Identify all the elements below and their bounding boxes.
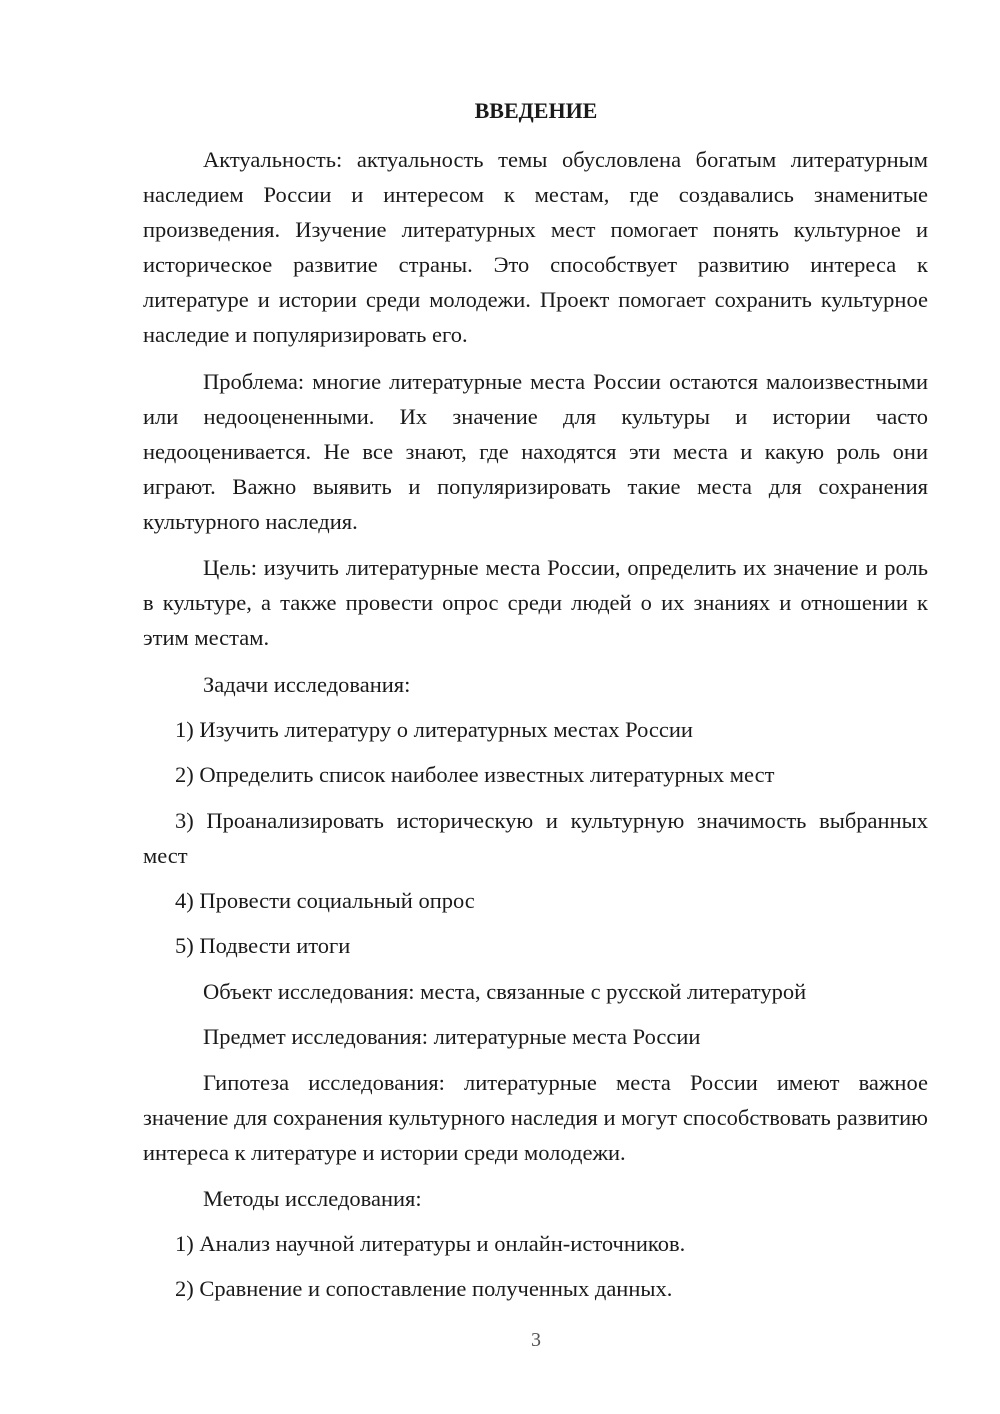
tasks-heading: Задачи исследования: [203, 672, 411, 697]
task-item: 5) Подвести итоги [175, 933, 351, 958]
method-item: 1) Анализ научной литературы и онлайн-источников. [175, 1231, 686, 1256]
methods-heading: Методы исследования: [203, 1186, 422, 1211]
section-title: ВВЕДЕНИЕ [474, 98, 598, 123]
object-line: Объект исследования: места, связанные с русской литературой [203, 979, 807, 1004]
relevance-paragraph: Актуальность: актуальность темы обусловлена богатым литературным наследием России и интересом к местам, где создавались знаменитые произведения. Изучение литературных мест помогает понять культурное и историческое развитие страны. Это способствует развитию интереса к литературе и истории среди молодежи. Проект помогает сохранить культурное наследие и популяризировать его. [143, 147, 928, 347]
task-item: 2) Определить список наиболее известных литературных мест [175, 762, 775, 787]
task-item: 4) Провести социальный опрос [175, 888, 475, 913]
task-item: 1) Изучить литературу о литературных местах России [175, 717, 693, 742]
hypothesis-paragraph: Гипотеза исследования: литературные места России имеют важное значение для сохранения культурного наследия и могут способствовать развитию интереса к литературе и истории среди молодежи. [143, 1070, 928, 1165]
problem-paragraph: Проблема: многие литературные места России остаются малоизвестными или недооцененными. Их значение для культуры и истории часто недооценивается. Не все знают, где находятся эти места и какую роль они играют. Важно выявить и популяризировать такие места для сохранения культурного наследия. [143, 369, 928, 534]
goal-paragraph: Цель: изучить литературные места России, определить их значение и роль в культуре, а также провести опрос среди людей о их знаниях и отношении к этим местам. [143, 555, 928, 650]
subject-line: Предмет исследования: литературные места России [203, 1024, 701, 1049]
page-number: 3 [531, 1329, 541, 1351]
task-item: 3) Проанализировать историческую и культурную значимость выбранных мест [143, 808, 928, 868]
method-item: 2) Сравнение и сопоставление полученных данных. [175, 1276, 673, 1301]
